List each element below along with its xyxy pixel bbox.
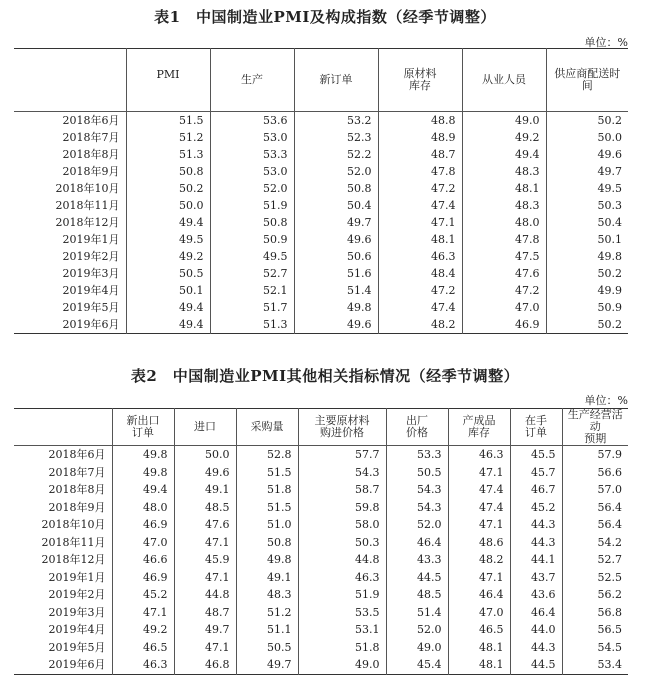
table2-unit: 单位：% (584, 394, 628, 407)
table-cell: 44.3 (510, 516, 562, 534)
table-cell: 49.8 (546, 248, 628, 265)
row-label: 2019年4月 (48, 623, 106, 636)
table-cell: 48.2 (378, 316, 462, 334)
table-cell: 51.4 (294, 282, 378, 299)
table-cell: 49.5 (546, 180, 628, 197)
table1-column-header: 供应商配送时 间 (546, 49, 628, 112)
table-cell: 50.2 (546, 112, 628, 130)
table-cell: 46.3 (378, 248, 462, 265)
table-cell: 49.8 (112, 446, 174, 464)
row-label: 2019年2月 (62, 250, 120, 263)
table1-unit: 单位：% (584, 36, 628, 49)
table-cell: 49.2 (112, 621, 174, 639)
table-cell: 48.5 (386, 586, 448, 604)
table1-column-header: 生产 (210, 49, 294, 112)
table-cell: 46.7 (510, 481, 562, 499)
table-cell: 49.1 (236, 569, 298, 587)
table-cell: 52.8 (236, 446, 298, 464)
table-row (14, 586, 628, 604)
table-cell: 47.0 (448, 604, 510, 622)
table-row (14, 639, 628, 657)
table-cell: 53.4 (562, 656, 628, 674)
table-cell: 49.5 (210, 248, 294, 265)
table-cell: 51.5 (236, 499, 298, 517)
table-row (14, 464, 628, 482)
table-cell: 53.2 (294, 112, 378, 130)
table-cell: 49.6 (546, 146, 628, 163)
table-cell: 43.7 (510, 569, 562, 587)
table-cell: 51.8 (298, 639, 386, 657)
table2-title: 表2 中国制造业PMI其他相关指标情况（经季节调整） (130, 367, 520, 385)
table-cell: 50.3 (546, 197, 628, 214)
table-cell: 46.4 (448, 586, 510, 604)
table-cell: 51.3 (210, 316, 294, 334)
table-row (14, 282, 628, 299)
table-cell: 49.6 (294, 316, 378, 334)
table-cell: 50.1 (126, 282, 210, 299)
table-cell: 48.0 (462, 214, 546, 231)
table-cell: 48.1 (462, 180, 546, 197)
table-cell: 57.9 (562, 446, 628, 464)
table-cell: 47.1 (378, 214, 462, 231)
table-cell: 48.3 (236, 586, 298, 604)
table2-column-header: 采购量 (236, 409, 298, 446)
table-cell: 56.5 (562, 621, 628, 639)
table-row (14, 265, 628, 282)
row-label: 2018年9月 (62, 165, 120, 178)
table-cell: 57.0 (562, 481, 628, 499)
table-cell: 44.5 (386, 569, 448, 587)
table-cell: 52.5 (562, 569, 628, 587)
table-cell: 50.6 (294, 248, 378, 265)
table-cell: 50.9 (546, 299, 628, 316)
table-cell: 49.8 (236, 551, 298, 569)
table2-column-header: 产成品 库存 (448, 409, 510, 446)
table-cell: 49.6 (294, 231, 378, 248)
table-cell: 49.4 (126, 214, 210, 231)
table-row (14, 214, 628, 231)
table-row (14, 621, 628, 639)
table-cell: 47.4 (448, 499, 510, 517)
table-cell: 48.1 (448, 656, 510, 674)
table-cell: 49.8 (112, 464, 174, 482)
table1-header-row (14, 49, 628, 112)
table-row (14, 180, 628, 197)
table-cell: 47.1 (174, 569, 236, 587)
table-cell: 44.3 (510, 534, 562, 552)
table-cell: 51.9 (298, 586, 386, 604)
table1-column-header: PMI (126, 49, 210, 112)
table-cell: 50.4 (294, 197, 378, 214)
table-cell: 51.5 (126, 112, 210, 130)
table-cell: 47.2 (378, 180, 462, 197)
table-cell: 44.1 (510, 551, 562, 569)
table-cell: 53.3 (386, 446, 448, 464)
table-cell: 45.9 (174, 551, 236, 569)
table-cell: 49.8 (294, 299, 378, 316)
table-cell: 51.2 (236, 604, 298, 622)
row-label: 2019年3月 (62, 267, 120, 280)
table-cell: 47.1 (174, 639, 236, 657)
table-row (14, 231, 628, 248)
table-cell: 49.9 (546, 282, 628, 299)
row-label: 2018年10月 (41, 518, 106, 531)
table-cell: 51.4 (386, 604, 448, 622)
table2-corner-cell (14, 409, 112, 446)
table-cell: 49.4 (126, 299, 210, 316)
table-row (14, 112, 628, 130)
table-cell: 48.9 (378, 129, 462, 146)
table-cell: 47.1 (448, 569, 510, 587)
table-cell: 47.2 (462, 282, 546, 299)
row-label: 2018年7月 (62, 131, 120, 144)
table-cell: 48.8 (378, 112, 462, 130)
table-row (14, 163, 628, 180)
table-cell: 50.8 (126, 163, 210, 180)
row-label: 2019年6月 (48, 658, 106, 671)
table-cell: 43.3 (386, 551, 448, 569)
table-cell: 53.0 (210, 129, 294, 146)
table-cell: 46.6 (112, 551, 174, 569)
table-cell: 48.3 (462, 197, 546, 214)
table-cell: 52.1 (210, 282, 294, 299)
table-cell: 59.8 (298, 499, 386, 517)
table2-column-header: 进口 (174, 409, 236, 446)
table-cell: 49.7 (236, 656, 298, 674)
table-row (14, 604, 628, 622)
table-cell: 45.5 (510, 446, 562, 464)
table-cell: 52.0 (294, 163, 378, 180)
table1-column-header: 原材料 库存 (378, 49, 462, 112)
table-row (14, 499, 628, 517)
table-cell: 49.0 (298, 656, 386, 674)
table-cell: 52.3 (294, 129, 378, 146)
table-cell: 50.3 (298, 534, 386, 552)
table-row (14, 248, 628, 265)
table-cell: 51.2 (126, 129, 210, 146)
table-cell: 46.8 (174, 656, 236, 674)
table-cell: 47.2 (378, 282, 462, 299)
table-cell: 50.8 (294, 180, 378, 197)
table-cell: 54.3 (386, 481, 448, 499)
table-cell: 51.9 (210, 197, 294, 214)
row-label: 2019年4月 (62, 284, 120, 297)
table-cell: 46.9 (112, 569, 174, 587)
table1 (14, 48, 628, 334)
row-label: 2018年12月 (55, 216, 120, 229)
table-cell: 46.3 (448, 446, 510, 464)
table-cell: 53.6 (210, 112, 294, 130)
row-label: 2019年5月 (48, 640, 106, 654)
row-label: 2018年10月 (55, 182, 120, 195)
table-cell: 50.8 (236, 534, 298, 552)
row-label: 2019年1月 (48, 570, 106, 584)
table-cell: 50.2 (546, 265, 628, 282)
table-cell: 50.2 (546, 316, 628, 334)
table-row (14, 316, 628, 334)
table-cell: 48.2 (448, 551, 510, 569)
table-cell: 49.2 (126, 248, 210, 265)
table-cell: 47.5 (462, 248, 546, 265)
table-cell: 49.4 (126, 316, 210, 334)
table-cell: 54.3 (386, 499, 448, 517)
row-label: 2019年3月 (48, 605, 106, 619)
table-cell: 47.6 (462, 265, 546, 282)
table1-column-header: 从业人员 (462, 49, 546, 112)
table-cell: 46.9 (112, 516, 174, 534)
row-label: 2018年11月 (41, 535, 106, 549)
table-cell: 43.6 (510, 586, 562, 604)
table-cell: 50.9 (210, 231, 294, 248)
table-cell: 50.5 (386, 464, 448, 482)
row-label: 2018年7月 (48, 465, 106, 479)
table-cell: 56.4 (562, 516, 628, 534)
table-cell: 52.2 (294, 146, 378, 163)
table-row (14, 569, 628, 587)
table-cell: 44.3 (510, 639, 562, 657)
table-cell: 52.0 (210, 180, 294, 197)
row-label: 2019年2月 (48, 588, 106, 601)
table-cell: 51.8 (236, 481, 298, 499)
table1-title: 表1 中国制造业PMI及构成指数（经季节调整） (154, 8, 496, 26)
table-cell: 48.1 (448, 639, 510, 657)
row-label: 2018年9月 (48, 500, 106, 514)
table-cell: 52.0 (386, 621, 448, 639)
table-cell: 49.7 (546, 163, 628, 180)
row-label: 2018年8月 (62, 148, 120, 161)
table-cell: 56.4 (562, 499, 628, 517)
table-cell: 47.4 (448, 481, 510, 499)
table-cell: 56.6 (562, 464, 628, 482)
table-row (14, 129, 628, 146)
table-cell: 47.4 (378, 299, 462, 316)
table-cell: 47.4 (378, 197, 462, 214)
table2 (14, 408, 628, 675)
table2-column-header: 出厂 价格 (386, 409, 448, 446)
table-cell: 47.8 (378, 163, 462, 180)
table-row (14, 481, 628, 499)
table-cell: 46.3 (298, 569, 386, 587)
row-label: 2018年8月 (48, 483, 106, 496)
row-label: 2018年6月 (62, 114, 120, 127)
row-label: 2018年11月 (55, 199, 120, 212)
table-cell: 50.0 (174, 446, 236, 464)
table-cell: 46.9 (462, 316, 546, 334)
table-cell: 50.8 (210, 214, 294, 231)
table-cell: 52.7 (210, 265, 294, 282)
table-cell: 52.7 (562, 551, 628, 569)
table-cell: 50.0 (126, 197, 210, 214)
table-cell: 48.0 (112, 499, 174, 517)
table2-column-header: 新出口 订单 (112, 409, 174, 446)
table-cell: 48.3 (462, 163, 546, 180)
row-label: 2019年5月 (62, 301, 120, 314)
table-cell: 56.8 (562, 604, 628, 622)
table-cell: 47.6 (174, 516, 236, 534)
table-cell: 49.0 (386, 639, 448, 657)
table-cell: 44.5 (510, 656, 562, 674)
table-cell: 47.1 (174, 534, 236, 552)
table-cell: 48.6 (448, 534, 510, 552)
table-cell: 46.5 (112, 639, 174, 657)
table-cell: 48.7 (174, 604, 236, 622)
table-cell: 52.0 (386, 516, 448, 534)
table-cell: 45.2 (112, 586, 174, 604)
table-cell: 46.4 (386, 534, 448, 552)
table2-header-row (14, 409, 628, 446)
table-cell: 51.7 (210, 299, 294, 316)
table-cell: 44.8 (174, 586, 236, 604)
table-cell: 45.4 (386, 656, 448, 674)
table-cell: 48.7 (378, 146, 462, 163)
table-cell: 48.4 (378, 265, 462, 282)
table-cell: 47.1 (448, 464, 510, 482)
table-cell: 49.7 (174, 621, 236, 639)
table-cell: 51.6 (294, 265, 378, 282)
table-cell: 50.5 (126, 265, 210, 282)
table-cell: 54.5 (562, 639, 628, 657)
table-cell: 50.0 (546, 129, 628, 146)
table2-column-header: 在手 订单 (510, 409, 562, 446)
table-cell: 51.5 (236, 464, 298, 482)
table-cell: 49.4 (112, 481, 174, 499)
table1-corner-cell (14, 49, 126, 112)
row-label: 2019年6月 (62, 318, 120, 331)
table2-column-header: 主要原材料 购进价格 (298, 409, 386, 446)
table1-column-header: 新订单 (294, 49, 378, 112)
table-row (14, 299, 628, 316)
table-cell: 49.7 (294, 214, 378, 231)
table-cell: 44.8 (298, 551, 386, 569)
table-cell: 47.8 (462, 231, 546, 248)
table2-column-header: 生产经营活动 预期 (562, 409, 628, 446)
table-cell: 49.0 (462, 112, 546, 130)
table-row (14, 656, 628, 674)
row-label: 2018年6月 (48, 448, 106, 461)
table-cell: 57.7 (298, 446, 386, 464)
table-cell: 46.3 (112, 656, 174, 674)
table-cell: 47.0 (462, 299, 546, 316)
table-cell: 49.1 (174, 481, 236, 499)
table-row (14, 446, 628, 464)
table-cell: 48.1 (378, 231, 462, 248)
table-row (14, 551, 628, 569)
table-cell: 53.1 (298, 621, 386, 639)
table-cell: 56.2 (562, 586, 628, 604)
table-cell: 46.5 (448, 621, 510, 639)
table-cell: 58.7 (298, 481, 386, 499)
table-cell: 47.0 (112, 534, 174, 552)
table-cell: 50.1 (546, 231, 628, 248)
table-cell: 50.4 (546, 214, 628, 231)
table-cell: 45.7 (510, 464, 562, 482)
table-cell: 51.1 (236, 621, 298, 639)
table-cell: 53.0 (210, 163, 294, 180)
table-cell: 49.5 (126, 231, 210, 248)
table-cell: 45.2 (510, 499, 562, 517)
table-cell: 58.0 (298, 516, 386, 534)
table-cell: 50.5 (236, 639, 298, 657)
table-row (14, 146, 628, 163)
table-cell: 51.3 (126, 146, 210, 163)
table-cell: 49.6 (174, 464, 236, 482)
table-cell: 47.1 (112, 604, 174, 622)
table-cell: 53.5 (298, 604, 386, 622)
table-cell: 53.3 (210, 146, 294, 163)
row-label: 2018年12月 (41, 553, 106, 566)
table-row (14, 516, 628, 534)
table-cell: 44.0 (510, 621, 562, 639)
table-row (14, 197, 628, 214)
table-cell: 47.1 (448, 516, 510, 534)
table-cell: 48.5 (174, 499, 236, 517)
table-cell: 51.0 (236, 516, 298, 534)
table-cell: 49.2 (462, 129, 546, 146)
table-cell: 54.2 (562, 534, 628, 552)
table-cell: 49.4 (462, 146, 546, 163)
row-label: 2019年1月 (62, 233, 120, 246)
table-row (14, 534, 628, 552)
table-cell: 46.4 (510, 604, 562, 622)
table-cell: 50.2 (126, 180, 210, 197)
table-cell: 54.3 (298, 464, 386, 482)
